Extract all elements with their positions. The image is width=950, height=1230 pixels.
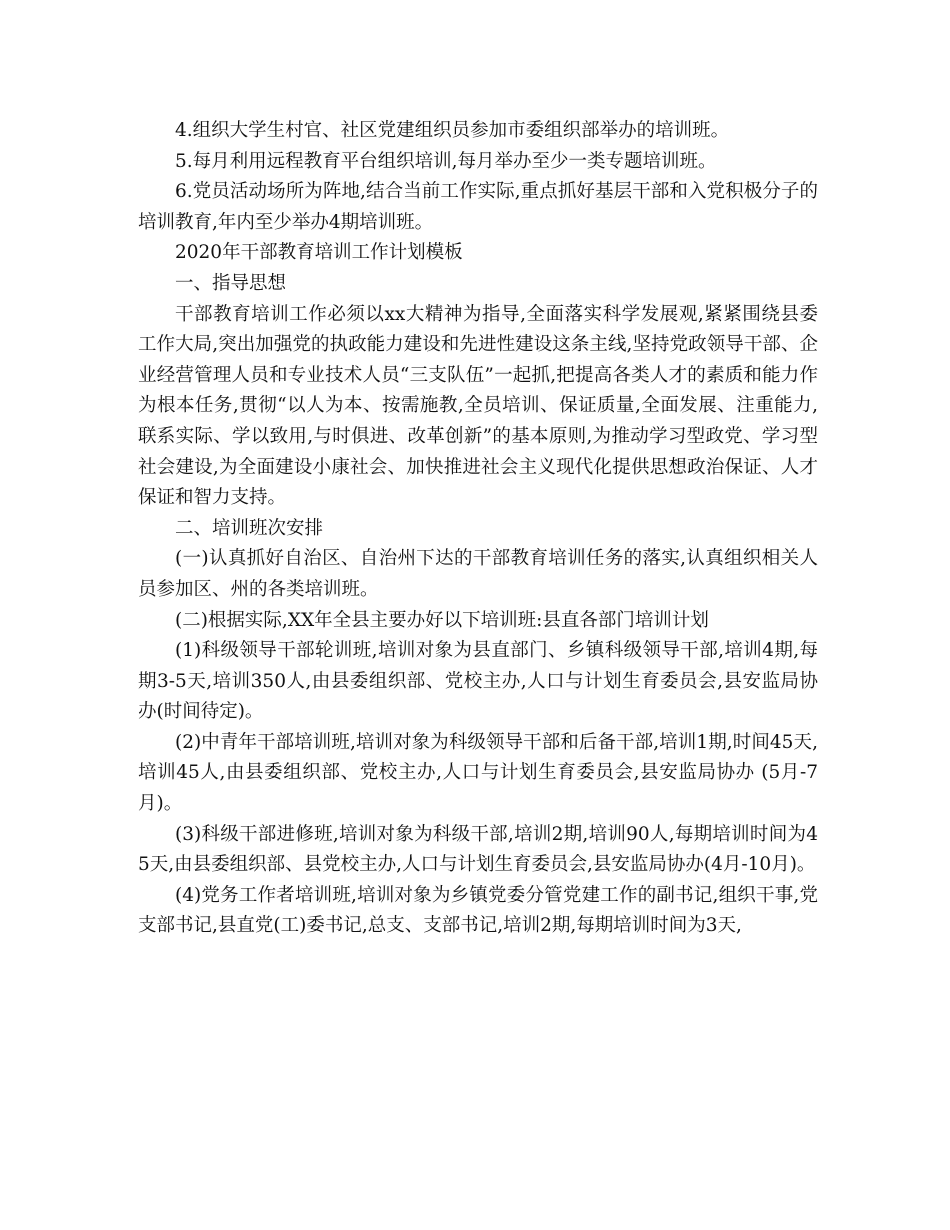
paragraph-training-2: (2)中青年干部培训班,培训对象为科级领导干部和后备干部,培训1期,时间45天,培训45人,由县委组织部、党校主办,人口与计划生育委员会,县安监局协办 (5月-7月)。 xyxy=(138,731,818,815)
section-heading-training-arrangement: 二、培训班次安排 xyxy=(175,517,324,539)
paragraph-training-4: (4)党务工作者培训班,培训对象为乡镇党委分管党建工作的副书记,组织干事,党支部书记,县直党(工)委书记,总支、支部书记,培训2期,每期培训时间为3天, xyxy=(138,884,818,937)
section-heading-guiding-thought: 一、指导思想 xyxy=(175,272,287,294)
paragraph-training-3: (3)科级干部进修班,培训对象为科级干部,培训2期,培训90人,每期培训时间为45天,由县委组织部、县党校主办,人口与计划生育委员会,县安监局协办(4月-10月)。 xyxy=(138,823,818,876)
document-body xyxy=(138,116,818,942)
document-title: 2020年干部教育培训工作计划模板 xyxy=(175,242,463,264)
paragraph-guiding-thought: 干部教育培训工作必须以xx大精神为指导,全面落实科学发展观,紧紧围绕县委工作大局,突出加强党的执政能力建设和先进性建设这条主线,坚持党政领导干部、企业经营管理人员和专业技术人员“三支队伍”一起抓,把提高各类人才的素质和能力作为根本任务,贯彻“以人为本、按需施教,全员培训、保证质量,全面发展、注重能力,联系实际、学以致用,与时俱进、改革创新”的基本原则,为推动学习型政党、学习型社会建设,为全面建设小康社会、加快推进社会主义现代化提供思想政治保证、人才保证和智力支持。 xyxy=(138,303,818,509)
paragraph-item-5: 5.每月利用远程教育平台组织培训,每月举办至少一类专题培训班。 xyxy=(175,150,717,172)
paragraph-item-4: 4.组织大学生村官、社区党建组织员参加市委组织部举办的培训班。 xyxy=(175,120,730,141)
paragraph-arrangement-1: (一)认真抓好自治区、自治州下达的干部教育培训任务的落实,认真组织相关人员参加区、州的各类培训班。 xyxy=(138,548,818,600)
paragraph-training-1: (1)科级领导干部轮训班,培训对象为县直部门、乡镇科级领导干部,培训4期,每期3-5天,培训350人,由县委组织部、党校主办,人口与计划生育委员会,县安监局协办(时间待定)。 xyxy=(138,640,818,723)
paragraph-arrangement-2: (二)根据实际,XX年全县主要办好以下培训班:县直各部门培训计划 xyxy=(175,609,709,631)
paragraph-item-6: 6.党员活动场所为阵地,结合当前工作实际,重点抓好基层干部和入党积极分子的培训教育,年内至少举办4期培训班。 xyxy=(138,181,818,233)
